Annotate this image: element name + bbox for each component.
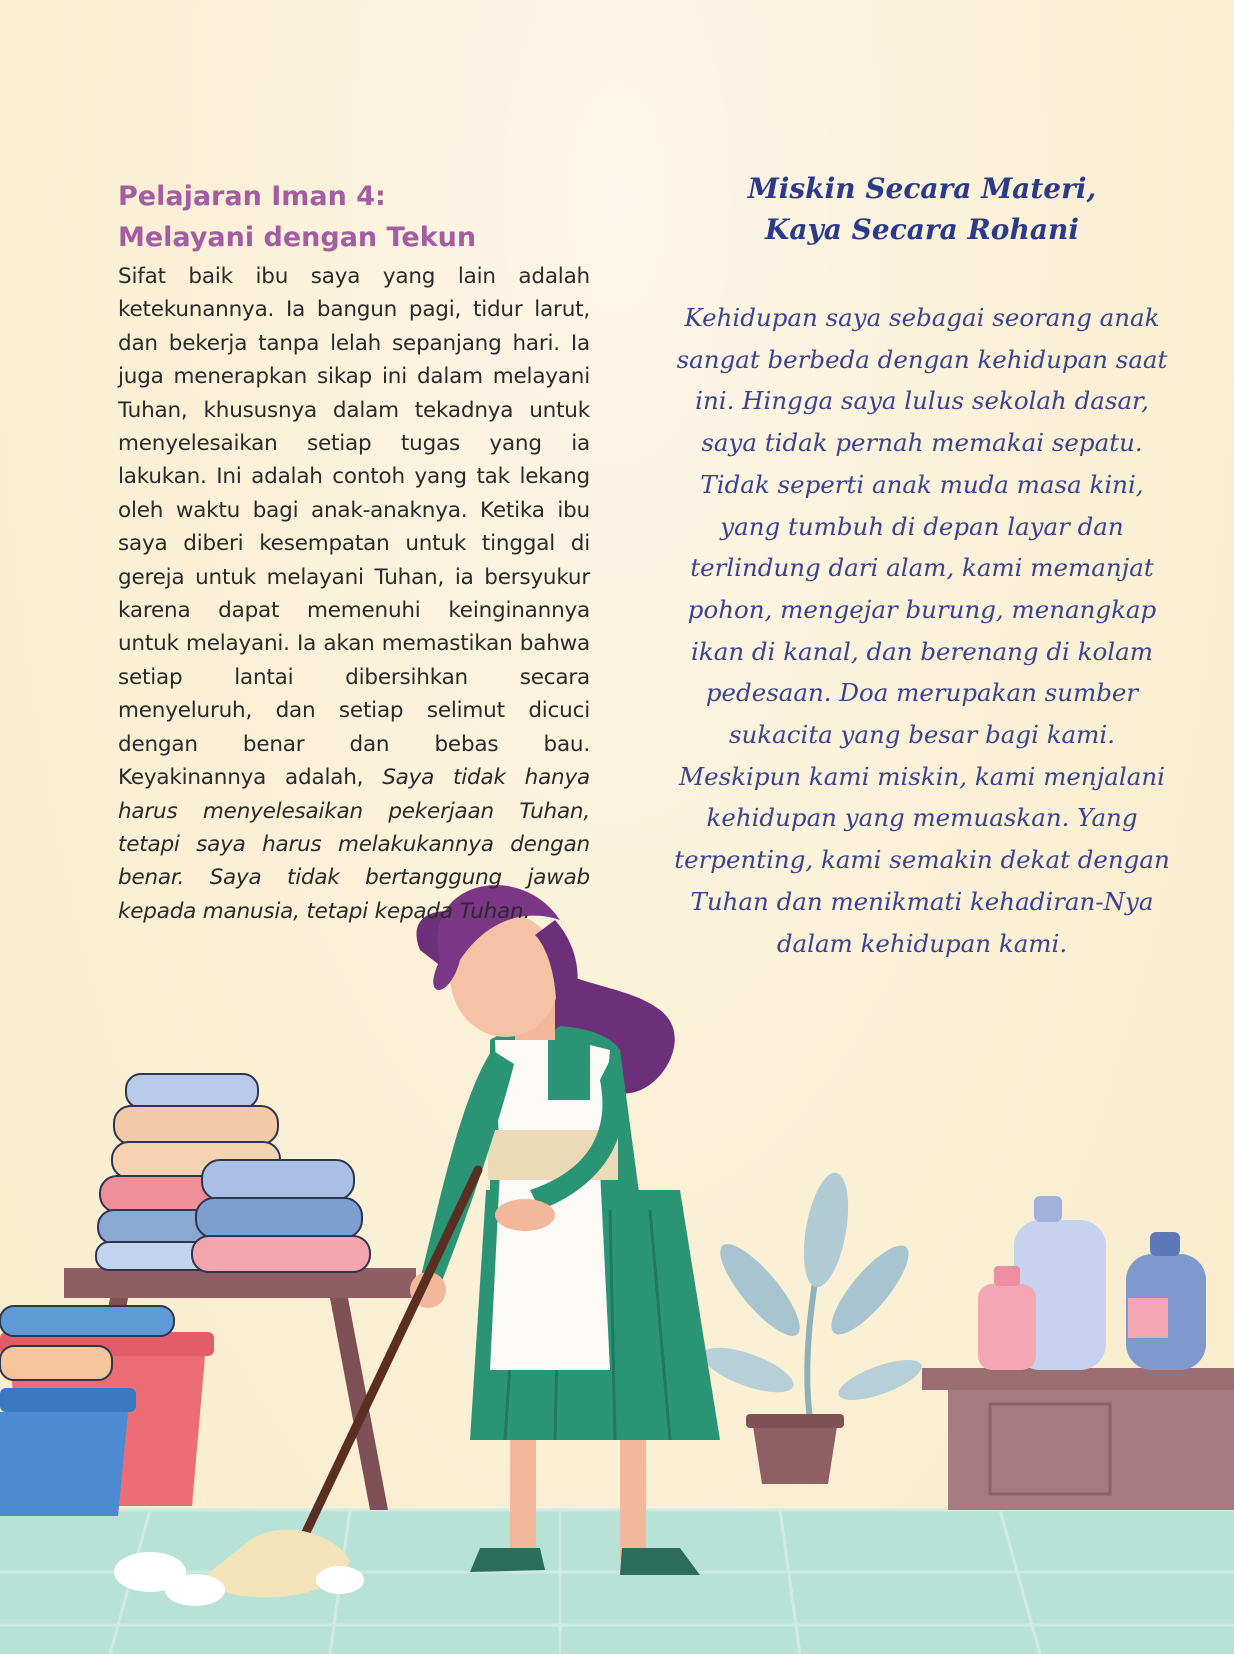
lesson-section	[118, 176, 590, 928]
lesson-heading-line1: Pelajaran Iman 4:	[118, 181, 386, 212]
cabinet-right	[922, 1368, 1234, 1510]
detergent-bottles	[978, 1196, 1206, 1370]
story-section	[672, 168, 1172, 964]
story-title	[672, 168, 1172, 250]
potted-plant	[697, 1169, 926, 1484]
towel-stack-short	[192, 1160, 370, 1272]
lesson-body	[118, 260, 590, 928]
lesson-body-text: Sifat baik ibu saya yang lain adalah ketekunannya. Ia bangun pagi, tidur larut, dan bekerja tanpa lelah sepanjang hari. Ia juga menerapkan sikap ini dalam melayani Tuhan, khususnya dalam tekadnya untuk menyelesaikan setiap tugas yang ia lakukan. Ini adalah contoh yang tak lekang oleh waktu bagi anak-anaknya. Ketika ibu saya diberi kesempatan untuk tinggal di gereja untuk melayani Tuhan, ia bersyukur karena dapat memenuhi keinginannya untuk melayani. Ia akan memastikan bahwa setiap lantai dibersihkan secara menyeluruh, dan setiap selimut dicuci dengan benar dan bebas bau. Keyakinannya adalah,	[118, 264, 590, 791]
lesson-heading	[118, 176, 590, 258]
story-title-line2: Kaya Secara Rohani	[765, 213, 1079, 246]
story-body: Kehidupan saya sebagai seorang anak sangat berbeda dengan kehidupan saat ini. Hingga saya lulus sekolah dasar, saya tidak pernah memakai sepatu. Tidak seperti anak muda masa kini, yang tumbuh di depan layar dan terlindung dari alam, kami memanjat pohon, mengejar burung, menangkap ikan di kanal, dan berenang di kolam pedesaan. Doa merupakan sumber sukacita yang besar bagi kami. Meskipun kami miskin, kami menjalani kehidupan yang memuaskan. Yang terpenting, kami semakin dekat dengan Tuhan dan menikmati kehadiran-Nya dalam kehidupan kami.	[674, 303, 1170, 958]
story-title-line1: Miskin Secara Materi,	[747, 172, 1097, 205]
lesson-heading-line2: Melayani dengan Tekun	[118, 222, 477, 253]
woman-figure	[410, 885, 720, 1575]
lesson-body-italic-quote: Saya tidak hanya harus menyelesaikan pekerjaan Tuhan, tetapi saya harus melakukannya dengan benar. Saya tidak bertanggung jawab kepada manusia, tetapi kepada Tuhan.	[118, 765, 590, 924]
